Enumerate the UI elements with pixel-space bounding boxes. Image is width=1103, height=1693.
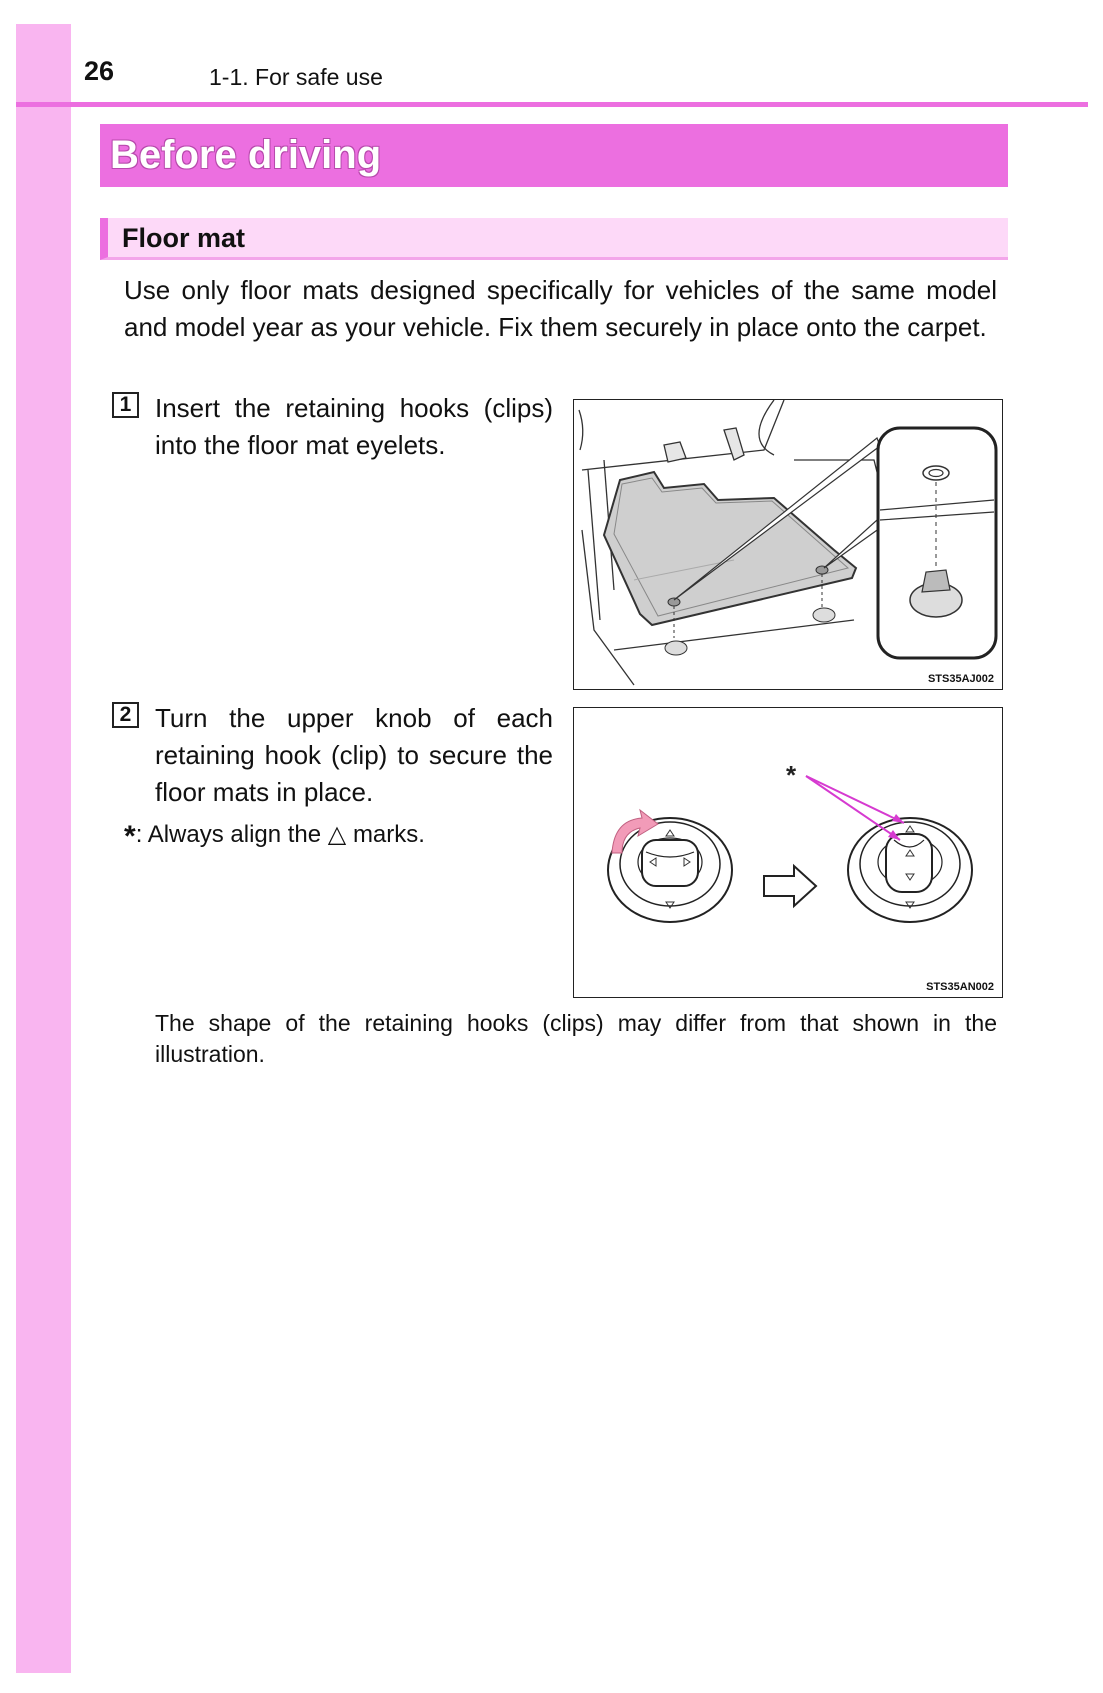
triangle-mark-icon: △ xyxy=(327,821,347,848)
page-title: Before driving xyxy=(100,124,1008,187)
step-2-badge: 2 xyxy=(112,702,139,728)
side-stripe xyxy=(16,24,71,1673)
hook-alignment-illustration xyxy=(573,707,1003,998)
step-1-badge: 1 xyxy=(112,392,139,418)
figure-asterisk: * xyxy=(786,760,797,790)
step-1-text: Insert the retaining hooks (clips) into the floor mat eyelets. xyxy=(155,393,553,460)
header-rule xyxy=(16,102,1088,107)
figure-code: STS35AN002 xyxy=(926,981,994,993)
step-2-text: Turn the upper knob of each retaining hook (clip) to secure the floor mats in place. xyxy=(155,703,553,807)
section-heading: Floor mat xyxy=(100,218,1008,260)
section-breadcrumb: 1-1. For safe use xyxy=(209,64,383,90)
asterisk: * xyxy=(124,820,136,853)
floor-mat-hook-illustration xyxy=(573,399,1003,690)
floor-mat-svg xyxy=(574,400,1001,688)
hook-turn-svg xyxy=(574,708,1001,996)
note-prefix: : Always align the xyxy=(135,821,322,848)
note-line xyxy=(124,820,425,854)
intro-paragraph: Use only floor mats designed specifically for vehicles of the same model and model year as your vehicle. Fix them securely in place onto the carpet. xyxy=(124,275,997,342)
figure-caption: The shape of the retaining hooks (clips) may differ from that shown in the illustration. xyxy=(155,1010,997,1067)
page-number: 26 xyxy=(84,56,115,86)
figure-code: STS35AJ002 xyxy=(927,673,994,685)
note-suffix: marks. xyxy=(352,821,425,848)
